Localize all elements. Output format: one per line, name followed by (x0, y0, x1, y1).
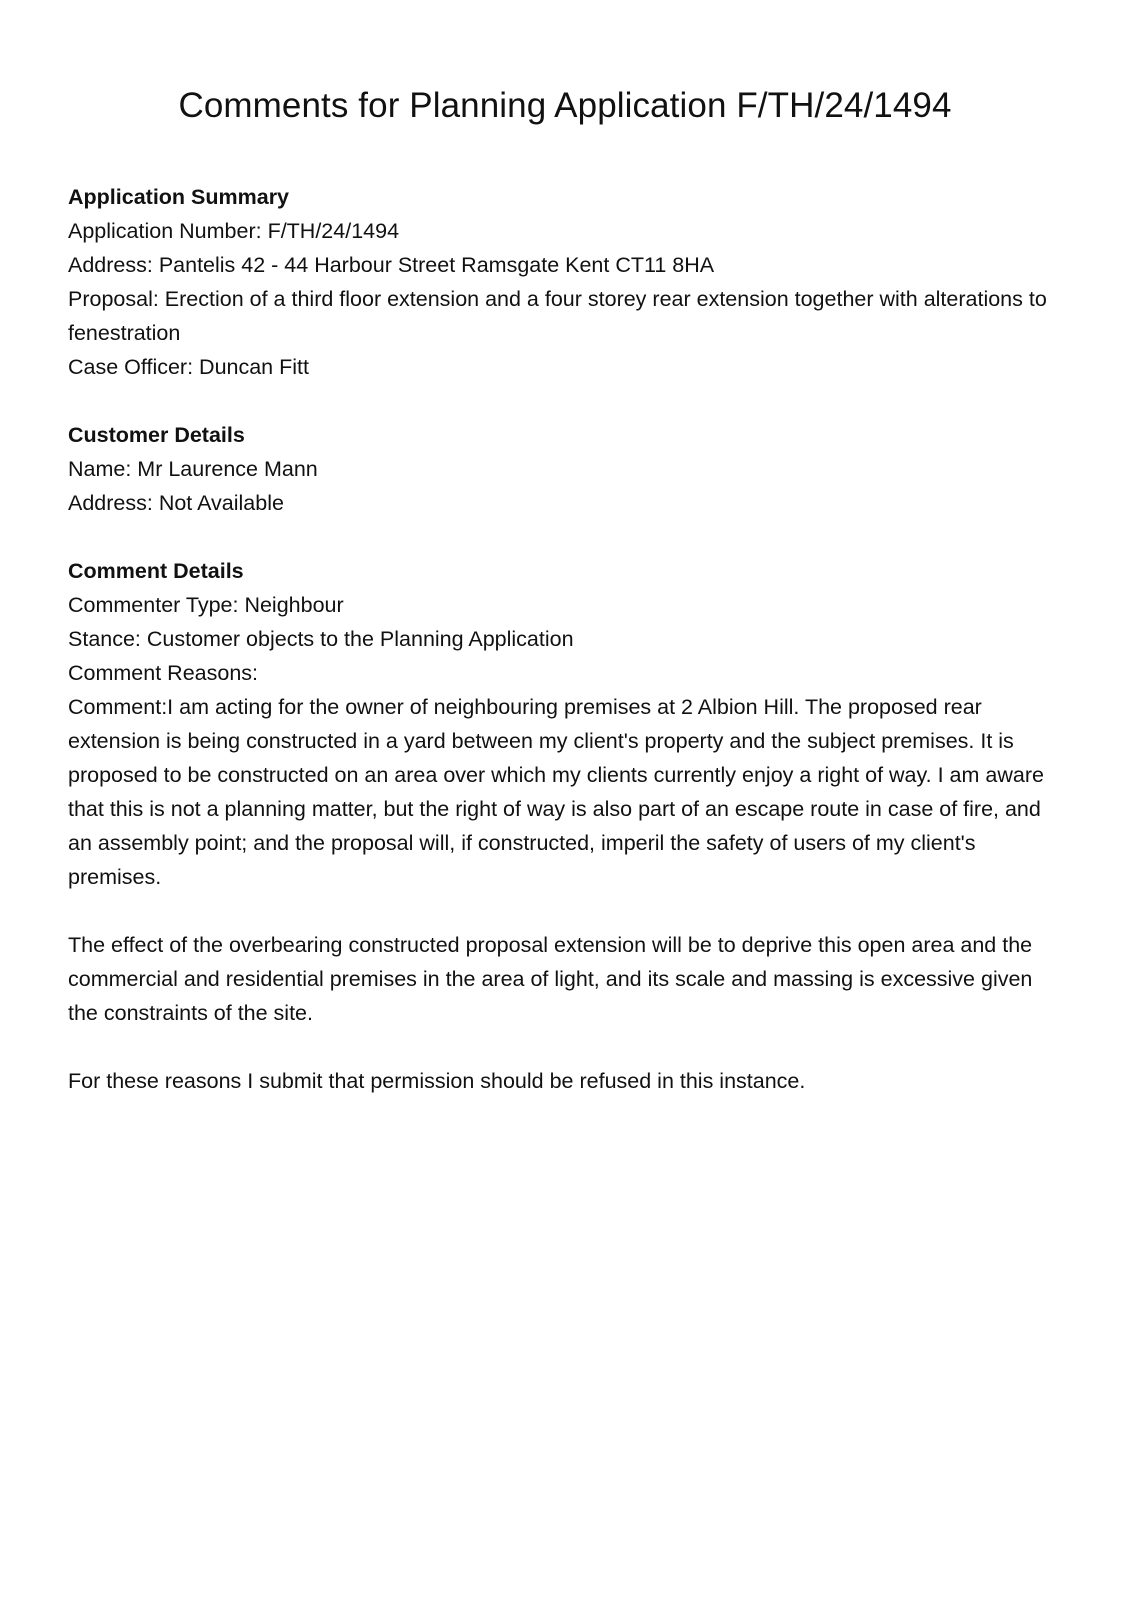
application-number: Application Number: F/TH/24/1494 (68, 219, 400, 243)
application-summary-section (68, 180, 1068, 384)
comment-paragraph: Comment:I am acting for the owner of neighbouring premises at 2 Albion Hill. The proposed rear extension is being constructed in a yard between my client's property and the subject premises. It is proposed to be constructed on an area over which my clients currently enjoy a right of way. I am aware that this is not a planning matter, but the right of way is also part of an escape route in case of fire, and an assembly point; and the proposal will, if constructed, imperil the safety of users of my client's premises. (68, 695, 1044, 889)
customer-details-heading: Customer Details (68, 423, 245, 447)
comment-reasons: Comment Reasons: (68, 661, 258, 685)
customer-address: Address: Not Available (68, 491, 284, 515)
stance: Stance: Customer objects to the Planning Application (68, 627, 574, 651)
case-officer: Case Officer: Duncan Fitt (68, 355, 309, 379)
comment-paragraph: The effect of the overbearing constructed proposal extension will be to deprive this open area and the commercial and residential premises in the area of light, and its scale and massing is excessive given the constraints of the site. (68, 933, 1033, 1025)
customer-details-section (68, 418, 1068, 520)
customer-name: Name: Mr Laurence Mann (68, 457, 318, 481)
commenter-type: Commenter Type: Neighbour (68, 593, 344, 617)
comment-details-section (68, 554, 1068, 1098)
document-content (68, 180, 1068, 1132)
comment-details-heading: Comment Details (68, 559, 244, 583)
page-title: Comments for Planning Application F/TH/24/1494 (178, 86, 952, 125)
comment-paragraph: For these reasons I submit that permission should be refused in this instance. (68, 1069, 806, 1093)
application-proposal: Proposal: Erection of a third floor extension and a four storey rear extension together with alterations to fenestration (68, 287, 1047, 345)
application-summary-heading: Application Summary (68, 185, 290, 209)
application-address: Address: Pantelis 42 - 44 Harbour Street Ramsgate Kent CT11 8HA (68, 253, 715, 277)
